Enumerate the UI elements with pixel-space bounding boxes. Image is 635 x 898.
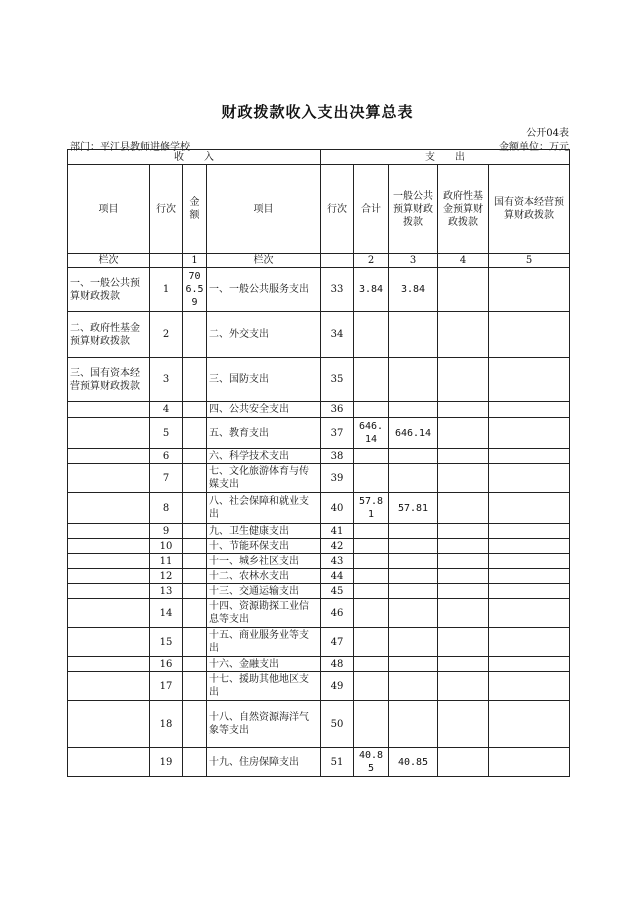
expense-item-cell: 十九、住房保障支出 xyxy=(207,748,321,777)
income-item-cell xyxy=(68,628,150,657)
state-capital-cell xyxy=(489,657,570,672)
income-amount-cell xyxy=(183,554,207,569)
expense-item-cell: 十七、援助其他地区支出 xyxy=(207,672,321,701)
gov-fund-cell xyxy=(438,268,489,312)
income-item-cell xyxy=(68,569,150,584)
table-row xyxy=(68,493,570,524)
general-budget-cell: 57.81 xyxy=(389,493,438,524)
expense-item-cell: 七、文化旅游体育与传媒支出 xyxy=(207,464,321,493)
total-cell xyxy=(354,672,389,701)
column-index-amount: 1 xyxy=(183,254,207,268)
state-capital-cell xyxy=(489,358,570,402)
income-item-cell xyxy=(68,524,150,539)
state-capital-cell xyxy=(489,464,570,493)
expense-item-cell: 六、科学技术支出 xyxy=(207,449,321,464)
expense-item-cell: 二、外交支出 xyxy=(207,312,321,358)
expense-line-cell: 40 xyxy=(321,493,354,524)
gov-fund-cell xyxy=(438,539,489,554)
gov-fund-cell xyxy=(438,599,489,628)
income-line-cell: 6 xyxy=(150,449,183,464)
income-amount-header: 金额 xyxy=(183,165,207,254)
table-row xyxy=(68,402,570,418)
total-cell: 57.81 xyxy=(354,493,389,524)
state-capital-cell xyxy=(489,268,570,312)
general-budget-cell xyxy=(389,449,438,464)
expense-line-cell: 42 xyxy=(321,539,354,554)
income-item-cell xyxy=(68,449,150,464)
total-cell xyxy=(354,524,389,539)
income-line-cell: 18 xyxy=(150,701,183,748)
income-item-cell xyxy=(68,599,150,628)
total-header: 合计 xyxy=(354,165,389,254)
income-amount-cell xyxy=(183,539,207,554)
expense-line-cell: 35 xyxy=(321,358,354,402)
expense-item-cell: 十二、农林水支出 xyxy=(207,569,321,584)
expense-item-cell: 十三、交通运输支出 xyxy=(207,584,321,599)
general-budget-cell xyxy=(389,524,438,539)
form-number: 公开04表 xyxy=(526,128,569,139)
income-amount-cell: 706.59 xyxy=(183,268,207,312)
table-row xyxy=(68,268,570,312)
state-capital-cell xyxy=(489,599,570,628)
income-line-header: 行次 xyxy=(150,165,183,254)
income-amount-cell xyxy=(183,701,207,748)
income-item-header: 项目 xyxy=(68,165,150,254)
gov-fund-cell xyxy=(438,748,489,777)
general-budget-cell: 646.14 xyxy=(389,418,438,449)
state-capital-cell xyxy=(489,312,570,358)
table-row xyxy=(68,748,570,777)
table-row xyxy=(68,657,570,672)
general-budget-cell xyxy=(389,628,438,657)
general-budget-cell xyxy=(389,584,438,599)
total-cell xyxy=(354,569,389,584)
expense-line-cell: 34 xyxy=(321,312,354,358)
income-amount-cell xyxy=(183,657,207,672)
expense-line-cell: 44 xyxy=(321,569,354,584)
state-capital-cell xyxy=(489,672,570,701)
income-amount-cell xyxy=(183,748,207,777)
fiscal-appropriation-table xyxy=(67,149,570,777)
gov-fund-cell xyxy=(438,657,489,672)
total-cell xyxy=(354,312,389,358)
department-label: 部门：平江县教师进修学校 xyxy=(70,142,190,153)
total-cell: 3.84 xyxy=(354,268,389,312)
income-line-cell: 15 xyxy=(150,628,183,657)
amount-unit-label: 金额单位：万元 xyxy=(499,142,569,153)
general-budget-cell xyxy=(389,569,438,584)
state-capital-cell xyxy=(489,402,570,418)
total-cell xyxy=(354,464,389,493)
gov-fund-cell xyxy=(438,312,489,358)
column-index-empty xyxy=(321,254,354,268)
general-budget-cell xyxy=(389,539,438,554)
income-amount-cell xyxy=(183,402,207,418)
gov-fund-cell xyxy=(438,358,489,402)
income-amount-cell xyxy=(183,599,207,628)
income-line-cell: 14 xyxy=(150,599,183,628)
income-line-cell: 19 xyxy=(150,748,183,777)
income-section-header: 收 入 xyxy=(68,150,321,165)
expense-item-cell: 三、国防支出 xyxy=(207,358,321,402)
column-index-general: 3 xyxy=(389,254,438,268)
expense-item-cell: 八、社会保障和就业支出 xyxy=(207,493,321,524)
income-amount-cell xyxy=(183,628,207,657)
column-index-total: 2 xyxy=(354,254,389,268)
general-budget-cell xyxy=(389,599,438,628)
expense-line-cell: 37 xyxy=(321,418,354,449)
general-budget-cell: 40.85 xyxy=(389,748,438,777)
table-row xyxy=(68,358,570,402)
income-line-cell: 5 xyxy=(150,418,183,449)
income-item-cell: 二、政府性基金预算财政拨款 xyxy=(68,312,150,358)
column-index-empty xyxy=(150,254,183,268)
expense-line-cell: 41 xyxy=(321,524,354,539)
gov-fund-cell xyxy=(438,628,489,657)
expense-line-cell: 43 xyxy=(321,554,354,569)
income-item-cell xyxy=(68,657,150,672)
expense-item-cell: 十一、城乡社区支出 xyxy=(207,554,321,569)
gov-fund-cell xyxy=(438,524,489,539)
total-cell xyxy=(354,554,389,569)
state-capital-header: 国有资本经营预算财政拨款 xyxy=(489,165,570,254)
table-row xyxy=(68,524,570,539)
table-row xyxy=(68,599,570,628)
expense-line-cell: 46 xyxy=(321,599,354,628)
expense-line-cell: 38 xyxy=(321,449,354,464)
total-cell xyxy=(354,358,389,402)
total-cell xyxy=(354,539,389,554)
income-line-cell: 17 xyxy=(150,672,183,701)
state-capital-cell xyxy=(489,524,570,539)
gov-fund-cell xyxy=(438,584,489,599)
state-capital-cell xyxy=(489,569,570,584)
gov-fund-cell xyxy=(438,402,489,418)
income-amount-cell xyxy=(183,449,207,464)
income-item-cell xyxy=(68,493,150,524)
gov-fund-cell xyxy=(438,672,489,701)
total-cell xyxy=(354,657,389,672)
total-cell xyxy=(354,628,389,657)
table-row xyxy=(68,418,570,449)
income-amount-cell xyxy=(183,569,207,584)
gov-fund-cell xyxy=(438,554,489,569)
expense-item-cell: 一、一般公共服务支出 xyxy=(207,268,321,312)
table-row xyxy=(68,312,570,358)
page-title: 财政拨款收入支出决算总表 xyxy=(221,103,414,121)
table-row xyxy=(68,554,570,569)
income-line-cell: 16 xyxy=(150,657,183,672)
income-line-cell: 11 xyxy=(150,554,183,569)
table-row xyxy=(68,628,570,657)
general-budget-header: 一般公共预算财政拨款 xyxy=(389,165,438,254)
expense-line-cell: 50 xyxy=(321,701,354,748)
expense-item-header: 项目 xyxy=(207,165,321,254)
table-row xyxy=(68,584,570,599)
total-cell: 646.14 xyxy=(354,418,389,449)
total-cell xyxy=(354,599,389,628)
income-item-cell xyxy=(68,554,150,569)
income-item-cell xyxy=(68,402,150,418)
state-capital-cell xyxy=(489,701,570,748)
table-row xyxy=(68,672,570,701)
total-cell xyxy=(354,449,389,464)
state-capital-cell xyxy=(489,449,570,464)
income-line-cell: 7 xyxy=(150,464,183,493)
gov-fund-header: 政府性基金预算财政拨款 xyxy=(438,165,489,254)
column-index-state: 5 xyxy=(489,254,570,268)
expense-line-cell: 33 xyxy=(321,268,354,312)
income-amount-cell xyxy=(183,464,207,493)
income-line-cell: 1 xyxy=(150,268,183,312)
total-cell xyxy=(354,584,389,599)
expense-section-header: 支 出 xyxy=(321,150,570,165)
expense-item-cell: 九、卫生健康支出 xyxy=(207,524,321,539)
income-item-cell: 三、国有资本经营预算财政拨款 xyxy=(68,358,150,402)
income-item-cell xyxy=(68,539,150,554)
income-item-cell xyxy=(68,672,150,701)
table-row xyxy=(68,449,570,464)
expense-line-cell: 47 xyxy=(321,628,354,657)
gov-fund-cell xyxy=(438,418,489,449)
expense-line-cell: 49 xyxy=(321,672,354,701)
expense-line-cell: 45 xyxy=(321,584,354,599)
general-budget-cell xyxy=(389,701,438,748)
table-row xyxy=(68,539,570,554)
expense-item-cell: 四、公共安全支出 xyxy=(207,402,321,418)
gov-fund-cell xyxy=(438,569,489,584)
income-amount-cell xyxy=(183,312,207,358)
expense-line-cell: 39 xyxy=(321,464,354,493)
expense-item-cell: 十五、商业服务业等支出 xyxy=(207,628,321,657)
expense-line-cell: 51 xyxy=(321,748,354,777)
total-cell: 40.85 xyxy=(354,748,389,777)
general-budget-cell xyxy=(389,464,438,493)
total-cell xyxy=(354,402,389,418)
income-item-cell xyxy=(68,584,150,599)
gov-fund-cell xyxy=(438,701,489,748)
income-amount-cell xyxy=(183,493,207,524)
income-line-cell: 13 xyxy=(150,584,183,599)
general-budget-cell xyxy=(389,402,438,418)
general-budget-cell: 3.84 xyxy=(389,268,438,312)
state-capital-cell xyxy=(489,554,570,569)
column-index-label-right: 栏次 xyxy=(207,254,321,268)
income-amount-cell xyxy=(183,584,207,599)
expense-item-cell: 十、节能环保支出 xyxy=(207,539,321,554)
state-capital-cell xyxy=(489,584,570,599)
expense-line-cell: 36 xyxy=(321,402,354,418)
expense-item-cell: 十四、资源勘探工业信息等支出 xyxy=(207,599,321,628)
income-item-cell xyxy=(68,701,150,748)
income-line-cell: 10 xyxy=(150,539,183,554)
gov-fund-cell xyxy=(438,464,489,493)
general-budget-cell xyxy=(389,358,438,402)
table-row xyxy=(68,569,570,584)
income-line-cell: 4 xyxy=(150,402,183,418)
general-budget-cell xyxy=(389,672,438,701)
expense-item-cell: 五、教育支出 xyxy=(207,418,321,449)
general-budget-cell xyxy=(389,554,438,569)
income-amount-cell xyxy=(183,358,207,402)
expense-line-header: 行次 xyxy=(321,165,354,254)
general-budget-cell xyxy=(389,657,438,672)
table-row xyxy=(68,701,570,748)
state-capital-cell xyxy=(489,539,570,554)
income-amount-cell xyxy=(183,524,207,539)
state-capital-cell xyxy=(489,493,570,524)
gov-fund-cell xyxy=(438,493,489,524)
income-item-cell xyxy=(68,418,150,449)
gov-fund-cell xyxy=(438,449,489,464)
expense-item-cell: 十六、金融支出 xyxy=(207,657,321,672)
expense-line-cell: 48 xyxy=(321,657,354,672)
income-item-cell xyxy=(68,464,150,493)
state-capital-cell xyxy=(489,418,570,449)
column-index-gov: 4 xyxy=(438,254,489,268)
income-item-cell: 一、一般公共预算财政拨款 xyxy=(68,268,150,312)
income-amount-cell xyxy=(183,672,207,701)
income-line-cell: 3 xyxy=(150,358,183,402)
table-row xyxy=(68,464,570,493)
general-budget-cell xyxy=(389,312,438,358)
total-cell xyxy=(354,701,389,748)
income-line-cell: 9 xyxy=(150,524,183,539)
income-line-cell: 12 xyxy=(150,569,183,584)
income-item-cell xyxy=(68,748,150,777)
state-capital-cell xyxy=(489,748,570,777)
expense-item-cell: 十八、自然资源海洋气象等支出 xyxy=(207,701,321,748)
income-line-cell: 2 xyxy=(150,312,183,358)
income-amount-cell xyxy=(183,418,207,449)
income-line-cell: 8 xyxy=(150,493,183,524)
state-capital-cell xyxy=(489,628,570,657)
column-index-label: 栏次 xyxy=(68,254,150,268)
